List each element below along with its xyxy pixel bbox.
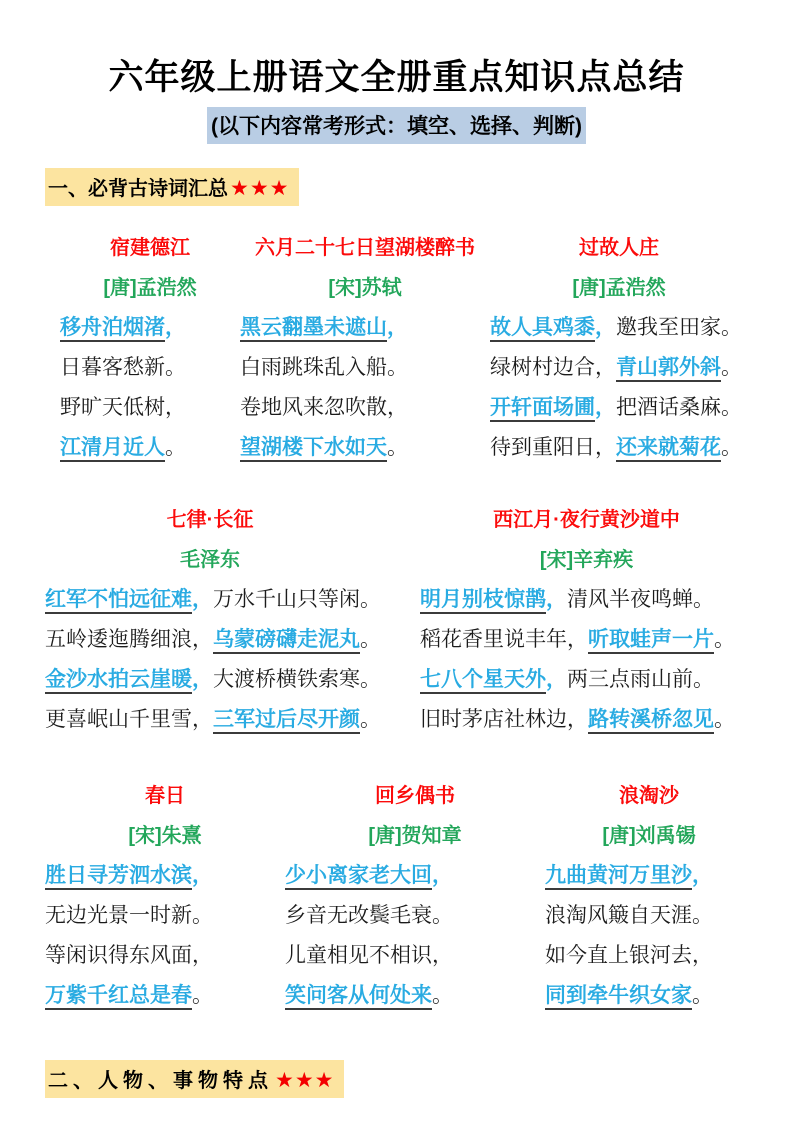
line-text: ， (595, 316, 616, 339)
poem-title: 过故人庄 (579, 237, 659, 259)
poem-title: 六月二十七日望湖楼醉书 (255, 237, 475, 259)
key-phrase-underlined: 少小离家老大回 (285, 864, 432, 890)
poem-line (45, 896, 285, 936)
poem-line (45, 976, 285, 1016)
line-text: ， (595, 396, 616, 419)
poem-line (45, 660, 381, 700)
poem-author: [宋]朱熹 (128, 825, 202, 847)
poem-line (285, 976, 545, 1016)
line-text: ， (432, 864, 453, 887)
line-text: ， (387, 316, 408, 339)
key-phrase-underlined: 故人具鸡黍 (490, 316, 595, 342)
line-text: 。 (387, 436, 408, 459)
poem-line (420, 620, 753, 660)
key-phrase-underlined: 七八个星天外 (420, 668, 546, 694)
poem (490, 228, 748, 468)
poem-title: 七律·长征 (166, 509, 254, 531)
line-text: 两三点雨山前。 (567, 668, 714, 691)
key-phrase-underlined: 移舟泊烟渚 (60, 316, 165, 342)
poem-line (45, 580, 381, 620)
poem-line (285, 896, 545, 936)
line-text: ， (692, 864, 713, 887)
poem (420, 500, 753, 740)
poem-title: 浪淘沙 (619, 785, 679, 807)
line-text: 。 (714, 708, 735, 731)
line-text: 。 (721, 436, 742, 459)
section-1-heading (45, 168, 793, 206)
line-text: 如今直上银河去， (545, 944, 713, 967)
key-phrase-underlined: 还来就菊花 (616, 436, 721, 462)
line-text: 大渡桥横铁索寒。 (213, 668, 381, 691)
line-text: 待到重阳日， (490, 436, 616, 459)
section-2-stars-icon: ★★★ (275, 1069, 335, 1092)
line-text: 邀我至田家。 (616, 316, 742, 339)
line-text: 浪淘风簸自天涯。 (545, 904, 713, 927)
poem (45, 500, 381, 740)
line-text: 野旷天低树， (60, 396, 186, 419)
line-text: 旧时茅店社林边， (420, 708, 588, 731)
poem-line (60, 428, 240, 468)
key-phrase-underlined: 同到牵牛织女家 (545, 984, 692, 1010)
poem-author: 毛泽东 (180, 549, 240, 571)
poem-line (420, 700, 753, 740)
line-text: 更喜岷山千里雪， (45, 708, 213, 731)
poem-line (285, 856, 545, 896)
key-phrase-underlined: 望湖楼下水如天 (240, 436, 387, 462)
line-text: ， (165, 316, 186, 339)
line-text: 绿树村边合， (490, 356, 616, 379)
line-text: 。 (165, 436, 186, 459)
line-text: 白雨跳珠乱入船。 (240, 356, 408, 379)
line-text: 。 (432, 984, 453, 1007)
key-phrase-underlined: 明月别枝惊鹊 (420, 588, 546, 614)
poem-line (420, 660, 753, 700)
key-phrase-underlined: 九曲黄河万里沙 (545, 864, 692, 890)
poem-line (420, 580, 753, 620)
key-phrase-underlined: 开轩面场圃 (490, 396, 595, 422)
line-text: ， (546, 588, 567, 611)
line-text: 卷地风来忽吹散， (240, 396, 408, 419)
section-1-stars-icon: ★★★ (230, 177, 290, 200)
key-phrase-underlined: 乌蒙磅礴走泥丸 (213, 628, 360, 654)
line-text: 万水千山只等闲。 (213, 588, 381, 611)
poem-author: [唐]刘禹锡 (602, 825, 696, 847)
line-text: 无边光景一时新。 (45, 904, 213, 927)
poem (545, 776, 753, 1016)
line-text: 清风半夜鸣蝉。 (567, 588, 714, 611)
poem-line (240, 348, 490, 388)
poem (45, 776, 285, 1016)
key-phrase-underlined: 万紫千红总是春 (45, 984, 192, 1010)
line-text: ， (192, 668, 213, 691)
poem-line (240, 388, 490, 428)
poem (60, 228, 240, 468)
line-text: 儿童相见不相识， (285, 944, 453, 967)
poem-author: [唐]孟浩然 (103, 277, 197, 299)
key-phrase-underlined: 黑云翻墨未遮山 (240, 316, 387, 342)
line-text: 五岭逶迤腾细浪， (45, 628, 213, 651)
poem-author: [唐]贺知章 (368, 825, 462, 847)
poem-row-1 (0, 228, 793, 468)
line-text: 。 (360, 708, 381, 731)
section-2-heading-text: 二、人物、事物特点 (48, 1070, 273, 1092)
line-text: 。 (692, 984, 713, 1007)
poem-line (60, 308, 240, 348)
poem-line (490, 428, 748, 468)
subtitle-row (0, 107, 793, 144)
line-text: ， (192, 864, 213, 887)
poem-line (490, 388, 748, 428)
poem-line (45, 936, 285, 976)
line-text: ， (546, 668, 567, 691)
poem-line (490, 308, 748, 348)
section-1-heading-text: 一、必背古诗词汇总 (48, 178, 228, 200)
poem-row-3 (0, 776, 793, 1016)
line-text: 。 (721, 356, 742, 379)
key-phrase-underlined: 红军不怕远征难 (45, 588, 192, 614)
key-phrase-underlined: 笑问客从何处来 (285, 984, 432, 1010)
line-text: 等闲识得东风面， (45, 944, 213, 967)
key-phrase-underlined: 三军过后尽开颜 (213, 708, 360, 734)
page-title: 六年级上册语文全册重点知识点总结 (108, 58, 685, 97)
poem-line (490, 348, 748, 388)
key-phrase-underlined: 胜日寻芳泗水滨 (45, 864, 192, 890)
line-text: 乡音无改鬓毛衰。 (285, 904, 453, 927)
poem-title: 西江月·夜行黄沙道中 (493, 509, 680, 531)
poem-title: 春日 (145, 785, 185, 807)
key-phrase-underlined: 路转溪桥忽见 (588, 708, 714, 734)
poem-row-2 (0, 500, 793, 740)
section-2-heading (45, 1060, 793, 1098)
poem-title: 回乡偶书 (375, 785, 455, 807)
line-text: 日暮客愁新。 (60, 356, 186, 379)
poem-title: 宿建德江 (110, 237, 190, 259)
line-text: 稻花香里说丰年， (420, 628, 588, 651)
line-text: 。 (714, 628, 735, 651)
poem (240, 228, 490, 468)
key-phrase-underlined: 江清月近人 (60, 436, 165, 462)
poem-line (240, 428, 490, 468)
poem-line (45, 856, 285, 896)
key-phrase-underlined: 金沙水拍云崖暖 (45, 668, 192, 694)
key-phrase-underlined: 听取蛙声一片 (588, 628, 714, 654)
poem-author: [宋]辛弃疾 (539, 549, 634, 571)
key-phrase-underlined: 青山郭外斜 (616, 356, 721, 382)
poem (285, 776, 545, 1016)
line-text: 把酒话桑麻。 (616, 396, 742, 419)
poem-line (545, 896, 753, 936)
poem-line (545, 856, 753, 896)
poem-line (45, 620, 381, 660)
poem-line (545, 976, 753, 1016)
poem-author: [唐]孟浩然 (572, 277, 666, 299)
line-text: 。 (360, 628, 381, 651)
poem-line (285, 936, 545, 976)
poem-author: [宋]苏轼 (328, 277, 402, 299)
poem-line (240, 308, 490, 348)
section-1-band (45, 168, 299, 206)
poem-line (45, 700, 381, 740)
line-text: ， (192, 588, 213, 611)
page-subtitle: (以下内容常考形式：填空、选择、判断) (207, 107, 586, 144)
line-text: 。 (192, 984, 213, 1007)
poem-line (545, 936, 753, 976)
poem-line (60, 388, 240, 428)
poem-line (60, 348, 240, 388)
section-2-band (45, 1060, 344, 1098)
